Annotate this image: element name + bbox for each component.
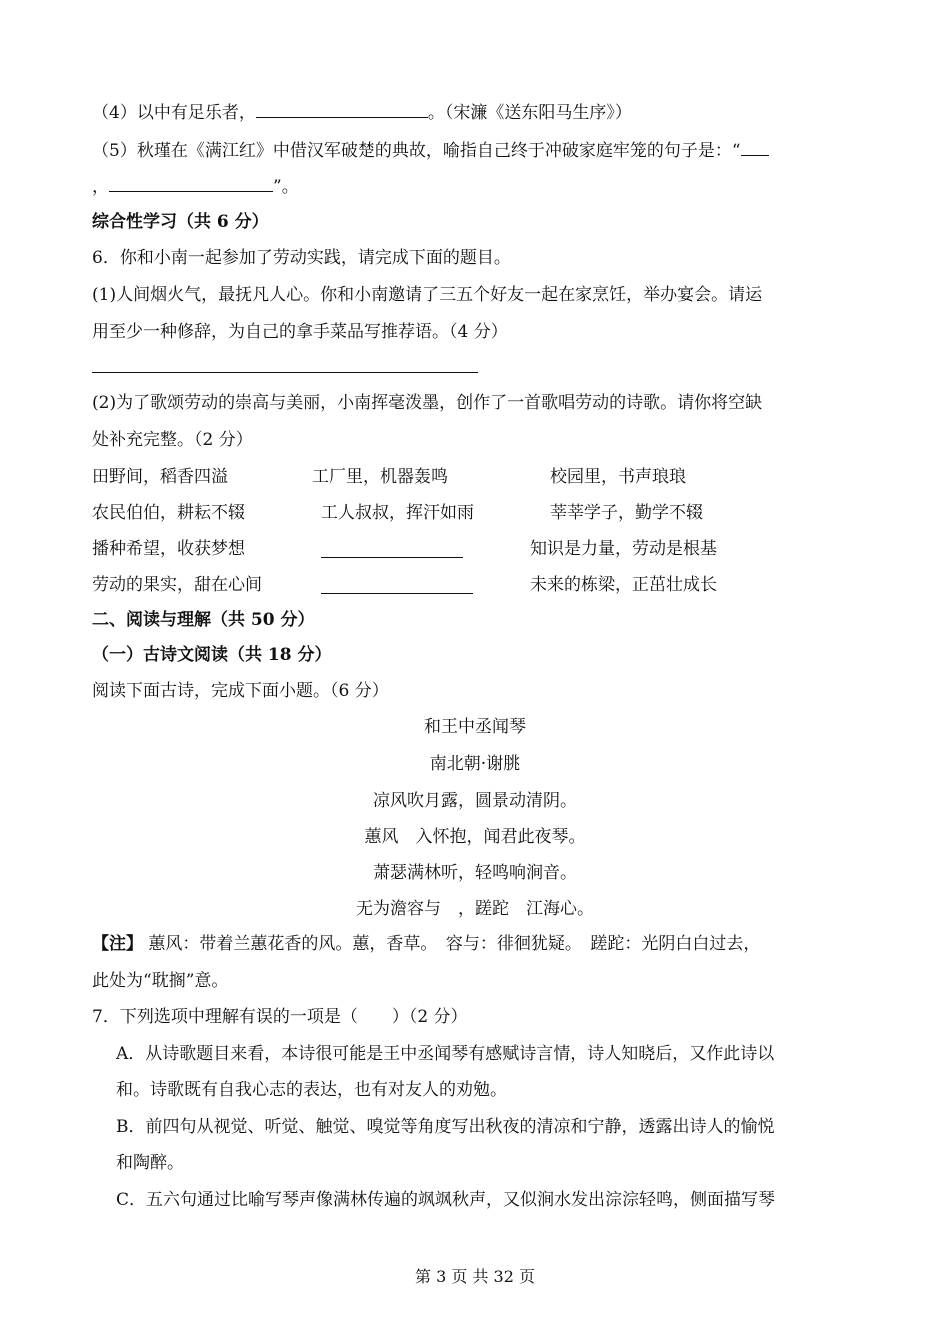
grid-cell: 工厂里，机器轰鸣: [312, 467, 448, 487]
poem-line: 无为澹容与 ，蹉跎 江海心。: [356, 899, 594, 919]
answer-blank[interactable]: [109, 175, 273, 192]
grid-cell: 莘莘学子，勤学不辍: [550, 503, 703, 523]
grid-cell: 知识是力量，劳动是根基: [530, 539, 717, 559]
subsection-heading: （一）古诗文阅读（共 18 分）: [92, 645, 332, 665]
q7-stem: 7．下列选项中理解有误的一项是（ ）（2 分）: [92, 1007, 468, 1027]
answer-blank[interactable]: [741, 139, 769, 156]
reading-intro: 阅读下面古诗，完成下面小题。（6 分）: [92, 681, 389, 701]
option-c: C．五六句通过比喻写琴声像满林传遍的飒飒秋声，又似涧水发出淙淙轻鸣，侧面描写琴: [116, 1190, 776, 1210]
poem-author: 南北朝·谢朓: [429, 754, 521, 774]
grid-cell: 未来的栋梁，正茁壮成长: [530, 575, 717, 595]
note-label: 【注】: [92, 934, 143, 954]
q5-line2: ， ”。: [92, 177, 299, 197]
option-a-cont: 和。诗歌既有自我心志的表达，也有对友人的劝勉。: [116, 1080, 507, 1100]
answer-line[interactable]: [92, 372, 478, 373]
grid-cell: 工人叔叔，挥汗如雨: [321, 503, 474, 523]
section-heading: 综合性学习（共 6 分）: [92, 212, 269, 232]
grid-cell: 农民伯伯，耕耘不辍: [92, 503, 245, 523]
answer-blank[interactable]: [321, 541, 463, 558]
section-heading: 二、阅读与理解（共 50 分）: [92, 610, 315, 630]
option-b: B．前四句从视觉、听觉、触觉、嗅觉等角度写出秋夜的清凉和宁静，透露出诗人的愉悦: [116, 1117, 775, 1137]
poem-line: 蕙风 入怀抱，闻君此夜琴。: [364, 827, 586, 847]
option-b-cont: 和陶醉。: [116, 1153, 184, 1173]
q5-line1: （5）秋瑾在《满江红》中借汉军破楚的典故，喻指自己终于冲破家庭牢笼的句子是：“: [92, 139, 769, 163]
q6-stem: 6．你和小南一起参加了劳动实践，请完成下面的题目。: [92, 248, 511, 268]
grid-cell: 劳动的果实，甜在心间: [92, 575, 262, 595]
option-a: A．从诗歌题目来看，本诗很可能是王中丞闻琴有感赋诗言情，诗人知晓后，又作此诗以: [116, 1044, 775, 1064]
poem-line: 萧瑟满林听，轻鸣响涧音。: [373, 863, 577, 883]
note-line1: 【注】 蕙风：带着兰蕙花香的风。蕙，香草。 容与：徘徊犹疑。 蹉跎：光阴白白过去，: [92, 934, 761, 954]
poem-title: 和王中丞闻琴: [424, 717, 526, 737]
q6-part2-line1: (2)为了歌颂劳动的崇高与美丽，小南挥毫泼墨，创作了一首歌唱劳动的诗歌。请你将空缺: [92, 393, 763, 413]
q6-part2-line2: 处补充完整。（2 分）: [92, 430, 253, 450]
q4-line: （4）以中有足乐者， 。（宋濂《送东阳马生序》）: [92, 103, 632, 123]
note-line2: 此处为“耽搁”意。: [92, 971, 229, 991]
answer-blank[interactable]: [321, 577, 473, 594]
answer-blank[interactable]: [256, 101, 428, 118]
grid-cell: 田野间，稻香四溢: [92, 467, 228, 487]
poem-line: 凉风吹月露，圆景动清阴。: [373, 791, 577, 811]
grid-cell: 校园里，书声琅琅: [550, 467, 686, 487]
page-footer: 第 3 页 共 32 页: [415, 1267, 535, 1286]
grid-cell: 播种希望，收获梦想: [92, 539, 245, 559]
q6-part1-line1: (1)人间烟火气，最抚凡人心。你和小南邀请了三五个好友一起在家烹饪，举办宴会。请运: [92, 285, 763, 305]
q6-part1-line2: 用至少一种修辞，为自己的拿手菜品写推荐语。（4 分）: [92, 322, 508, 342]
